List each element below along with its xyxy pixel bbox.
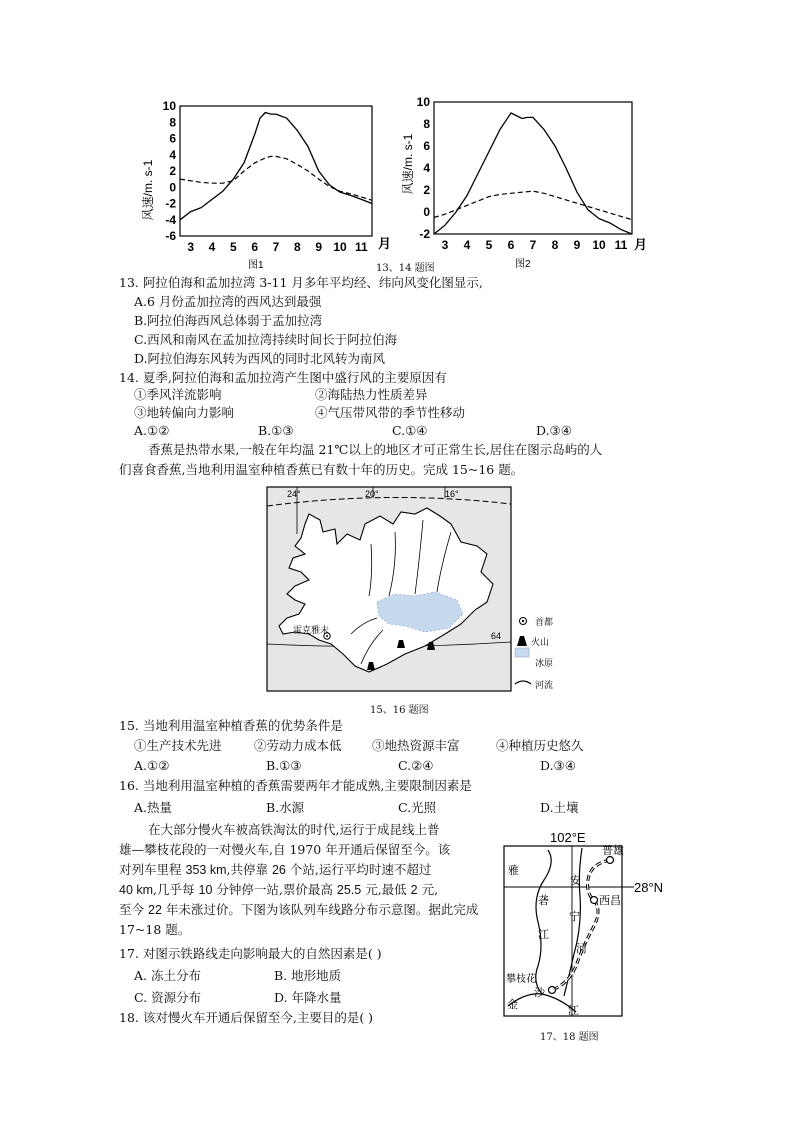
x-tick-label: 9: [573, 238, 581, 252]
lat-label-64: 64: [491, 631, 502, 641]
rail-map-caption: 17、18 题图: [540, 1032, 599, 1043]
q17-option-b: B. 地形地质: [274, 968, 342, 983]
y-tick-label: 4: [423, 161, 430, 175]
y-tick-label: -4: [165, 212, 176, 227]
intro-17-18-line-4: [119, 880, 438, 900]
y-tick-label: 0: [169, 180, 176, 195]
x-tick-label: 7: [529, 238, 537, 252]
intro-17-18-l6a: 17~18 题。: [119, 922, 191, 937]
q14-option-a: A.①②: [134, 423, 170, 438]
q14-item-1: ①季风洋流影响: [134, 387, 222, 402]
q13-option-a: A.6 月份孟加拉湾的西风达到最强: [134, 294, 322, 309]
x-tick-label: 3: [441, 238, 449, 252]
lon-label-24: 24°: [287, 489, 301, 499]
intro-17-18-l4e: 25.5: [336, 883, 362, 897]
chart-2: [400, 92, 655, 272]
intro-17-18-l3a: 对列车里程: [119, 862, 182, 877]
y-tick-label: 6: [423, 139, 430, 153]
intro-17-18-l3b: 353 km: [185, 863, 227, 877]
label-ya: 雅: [508, 865, 519, 877]
q16-stem: 16. 当地利用温室种植的香蕉需要两年才能成熟,主要限制因素是: [119, 778, 472, 793]
x-tick-label: 6: [251, 240, 259, 254]
y-tick-label: -2: [165, 196, 176, 211]
legend-river: 河流: [535, 680, 554, 690]
label-panzhihua: 攀枝花: [506, 974, 536, 985]
q15-item-2: ②劳动力成本低: [254, 738, 342, 753]
intro-17-18-l3c: ,共停靠: [226, 862, 268, 877]
q14-option-b: B.①③: [258, 423, 294, 438]
y-tick-label: 10: [162, 99, 176, 113]
x-tick-label: 5: [229, 240, 237, 254]
y-tick-label: 8: [423, 117, 430, 131]
x-tick-label: 6: [507, 238, 515, 252]
chart-2-caption: 图2: [515, 259, 531, 270]
q14-item-4: ④气压带风带的季节性移动: [315, 405, 466, 420]
q15-option-c: C.②④: [398, 758, 434, 773]
station-xichang: [591, 897, 598, 904]
chart-1: [138, 98, 398, 273]
chart-1-y-ticks: [163, 99, 177, 243]
intro-17-18-l4d: 分钟停一站,票价最高: [216, 882, 333, 897]
q13-option-b: B.阿拉伯海西风总体弱于孟加拉湾: [134, 313, 323, 328]
chart-2-frame: [434, 102, 632, 234]
intro-17-18-line-3: [119, 860, 431, 880]
y-tick-label: -6: [165, 229, 176, 243]
label-sha: 沙: [534, 987, 545, 999]
legend-river-icon: [515, 681, 531, 684]
y-tick-label: 4: [169, 147, 176, 162]
intro-17-18-line-5: [119, 900, 478, 920]
label-long: 砻: [538, 895, 549, 907]
chart-2-ylabel: 风速/m. s-1: [401, 133, 415, 195]
legend-volcano: 火山: [531, 637, 550, 647]
x-tick-label: 10: [592, 238, 606, 252]
label-jiang-1: 江: [538, 929, 549, 941]
label-jiang-2: 江: [568, 1005, 579, 1017]
x-tick-label: 3: [187, 240, 195, 254]
intro-17-18-l4h: 元,: [421, 882, 439, 897]
chart-1-frame: [180, 106, 372, 236]
station-panzhihua: [549, 987, 556, 994]
y-tick-label: -2: [419, 227, 430, 241]
intro-17-18-l4c: 10: [198, 883, 213, 897]
intro-17-18-l1a: 在大部分慢火车被高铁淘汰的时代,运行于成昆线上普: [148, 822, 440, 837]
label-ning: 宁: [569, 911, 580, 923]
label-xichang: 西昌: [599, 895, 621, 907]
legend-volcano-icon: [517, 636, 527, 646]
label-puxiong: 普雄: [602, 845, 624, 857]
x-tick-label: 11: [614, 238, 628, 252]
chart-1-ylabel: 风速/m. s-1: [141, 159, 155, 221]
chart-2-solid-line: [434, 113, 632, 234]
intro-17-18-l5c: 年未涨过价。下图为该队列车线路分布示意图。据此完成: [165, 902, 479, 917]
x-tick-label: 8: [551, 238, 559, 252]
x-tick-label: 11: [354, 240, 368, 254]
rail-map: [498, 826, 694, 1024]
q16-option-a: A.热量: [134, 800, 173, 815]
q13-option-c: C.西风和南风在孟加拉湾持续时间长于阿拉伯海: [134, 332, 398, 347]
x-tick-label: 10: [333, 240, 347, 254]
q14-option-c: C.①④: [392, 423, 428, 438]
q15-item-3: ③地热资源丰富: [372, 738, 460, 753]
legend-icecap-icon: [515, 648, 529, 657]
iceland-map: [265, 484, 565, 694]
intro-17-18-l5a: 至今: [119, 902, 145, 917]
y-tick-label: 6: [169, 131, 176, 146]
intro-17-18-l5b: 22: [148, 903, 162, 917]
chart-2-x-ticks: [442, 238, 628, 252]
intro-17-18-line-1: [148, 820, 439, 839]
y-tick-label: 2: [169, 164, 176, 178]
station-puxiong: [607, 857, 614, 864]
intro-15-16-line-1: 香蕉是热带水果,一般在年均温 21℃以上的地区才可正常生长,居住在图示岛屿的人: [148, 442, 603, 457]
city-label: 雷克雅未: [293, 625, 330, 635]
rail-lat-label: 28°N: [634, 880, 664, 895]
label-jin: 金: [507, 999, 518, 1011]
y-tick-label: 2: [423, 183, 430, 197]
q17-option-c: C. 资源分布: [134, 990, 202, 1005]
x-tick-label: 4: [208, 240, 216, 254]
q15-option-d: D.③④: [540, 758, 576, 773]
lon-label-16: 16°: [445, 489, 459, 499]
q13-option-d: D.阿拉伯海东风转为西风的同时北风转为南风: [134, 351, 386, 366]
legend-capital: 首都: [535, 617, 554, 627]
q17-option-a: A. 冻土分布: [134, 968, 201, 983]
intro-17-18-l3d: 26: [271, 863, 286, 877]
chart-1-caption: 图1: [248, 260, 264, 271]
q13-stem: 13. 阿拉伯海和孟加拉湾 3-11 月多年平均经、纬向风变化图显示,: [119, 275, 483, 290]
intro-15-16-line-2: 们喜食香蕉,当地利用温室种植香蕉已有数十年的历史。完成 15~16 题。: [119, 462, 524, 477]
chart-2-dashed-line: [434, 191, 632, 220]
chart-1-x-unit: 月: [378, 236, 392, 251]
q15-stem: 15. 当地利用温室种植香蕉的优势条件是: [119, 718, 343, 733]
label-an: 安: [570, 875, 581, 887]
intro-17-18-line-2: [119, 840, 450, 859]
q17-option-d: D. 年降水量: [274, 990, 342, 1005]
q15-item-1: ①生产技术先进: [134, 738, 222, 753]
x-tick-label: 7: [272, 240, 280, 254]
y-tick-label: 8: [169, 115, 176, 130]
intro-17-18-line-6: [119, 920, 190, 939]
legend-icecap: 冰原: [535, 658, 554, 668]
q15-option-b: B.①③: [266, 758, 302, 773]
chart-2-y-ticks: [417, 95, 431, 241]
label-he: 河: [576, 943, 587, 955]
intro-17-18-l4g: 2: [410, 883, 418, 897]
x-tick-label: 5: [485, 238, 493, 252]
q14-option-d: D.③④: [536, 423, 572, 438]
x-tick-label: 4: [463, 238, 471, 252]
intro-17-18-l4f: 元,最低: [365, 882, 407, 897]
q15-option-a: A.①②: [134, 758, 170, 773]
q16-option-b: B.水源: [266, 800, 305, 815]
x-tick-label: 9: [315, 240, 323, 254]
q14-item-2: ②海陆热力性质差异: [315, 387, 428, 402]
q15-item-4: ④种植历史悠久: [496, 738, 584, 753]
q16-option-d: D.土壤: [540, 800, 579, 815]
chart-1-solid-line: [180, 113, 372, 220]
chart-1-x-ticks: [187, 240, 368, 254]
intro-17-18-l3e: 个站,运行平均时速不超过: [289, 862, 432, 877]
rail-map-frame: [504, 846, 622, 1016]
chart-2-x-unit: 月: [634, 237, 648, 252]
iceland-map-caption: 15、16 题图: [370, 705, 429, 716]
charts-caption: 13、14 题图: [376, 263, 435, 274]
q14-stem: 14. 夏季,阿拉伯海和孟加拉湾产生图中盛行风的主要原因有: [119, 370, 447, 385]
intro-17-18-l2a: 雄—攀枝花段的一对慢火车,自 1970 年开通后保留至今。该: [119, 842, 451, 857]
q18-stem: 18. 该对慢火车开通后保留至今,主要目的是( ): [119, 1010, 374, 1025]
intro-17-18-l4b: ,几乎每: [153, 882, 195, 897]
rail-lon-label: 102°E: [550, 830, 586, 845]
lon-label-20: 20°: [365, 489, 379, 499]
y-tick-label: 10: [416, 95, 430, 109]
x-tick-label: 8: [293, 240, 301, 254]
intro-17-18-l4a: 40 km: [119, 883, 154, 897]
q16-option-c: C.光照: [398, 800, 437, 815]
q17-stem: 17. 对图示铁路线走向影响最大的自然因素是( ): [119, 946, 382, 961]
y-tick-label: 0: [423, 205, 430, 219]
q14-item-3: ③地转偏向力影响: [134, 405, 235, 420]
